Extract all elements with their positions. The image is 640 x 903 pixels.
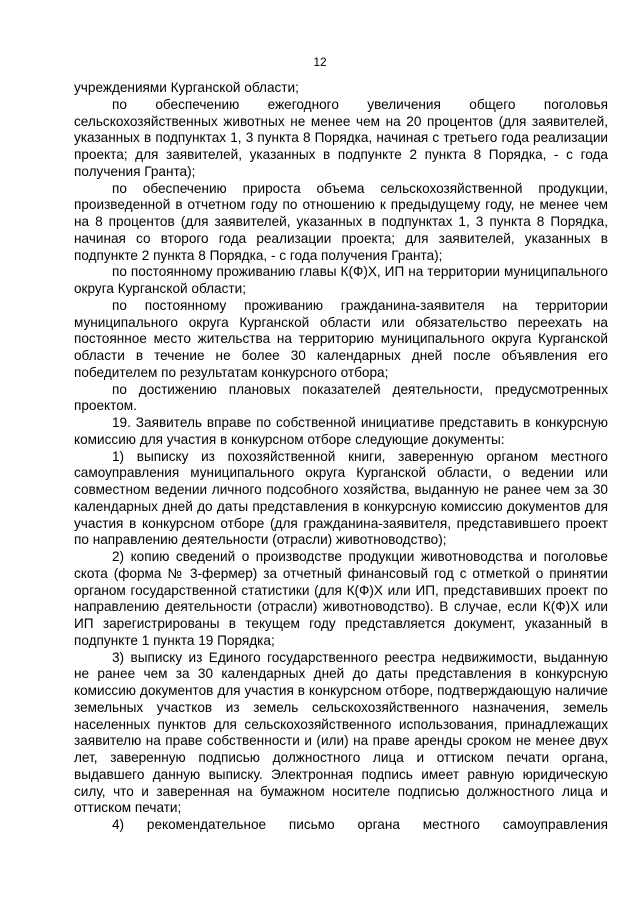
paragraph: по обеспечению ежегодного увеличения общего поголовья сельскохозяйственных животных не менее чем на 20 процентов (для заявителей, указанных в подпунктах 1, 3 пункта 8 Порядка, начиная с третьего года реализации проекта; для заявителей, указанных в подпункте 2 пункта 8 Порядка, - с года получения Гранта); <box>74 96 608 179</box>
paragraph: по постоянному проживанию гражданина-заявителя на территории муниципального округа Курганской области или обязательство переехать на постоянное место жительства на территорию муниципального округа Курганской области в течение не более 30 календарных дней после объявления его победителем по результатам конкурсного отбора; <box>74 297 608 380</box>
paragraph: 2) копию сведений о производстве продукции животноводства и поголовье скота (форма № 3-фермер) за отчетный финансовый год с отметкой о принятии органом государственной статистики (для К(Ф)Х или ИП, представивших проект по направлению деятельности (отрасли) животноводство). В случае, если К(Ф)Х или ИП зарегистрированы в текущем году представляется документ, указанный в подпункте 1 пункта 19 Порядка; <box>74 549 608 648</box>
paragraph: учреждениями Курганской области; <box>74 80 299 95</box>
paragraph: по обеспечению прироста объема сельскохозяйственной продукции, произведенной в отчетном году по отношению к предыдущему году, не менее чем на 8 процентов (для заявителей, указанных в подпунктах 1, 3 пункта 8 Порядка, начиная со второго года реализации проекта; для заявителей, указанных в подпункте 2 пункта 8 Порядка, - с года получения Гранта); <box>74 180 608 263</box>
paragraph: по достижению плановых показателей деятельности, предусмотренных проектом. <box>74 381 608 414</box>
paragraph: по постоянному проживанию главы К(Ф)Х, ИП на территории муниципального округа Курганской области; <box>74 264 608 296</box>
paragraph: 4) рекомендательное письмо органа местного самоуправления <box>112 817 608 832</box>
paragraph: 19. Заявитель вправе по собственной инициативе представить в конкурсную комиссию для участия в конкурсном отборе следующие документы: <box>74 415 608 447</box>
paragraph: 3) выписку из Единого государственного реестра недвижимости, выданную не ранее чем за 30 календарных дней до даты представления в конкурсную комиссию документов для участия в конкурсном отборе, подтверждающую наличие земельных участков из земель сельскохозяйственного назначения, земель населенных пунктов для сельскохозяйственного использования, принадлежащих заявителю на праве собственности и (или) на праве аренды сроком не менее двух лет, заверенную подписью должностного лица и оттиском печати органа, выдавшего данную выписку. Электронная подпись имеет равную юридическую силу, что и заверенная на бумажном носителе подписью должностного лица и оттиском печати; <box>74 649 608 816</box>
paragraph: 1) выписку из похозяйственной книги, заверенную органом местного самоуправления муниципального округа Курганской области, о ведении или совместном ведении личного подсобного хозяйства, выданную не ранее чем за 30 календарных дней до даты представления в конкурсную комиссию документов для участия в конкурсном отборе (для гражданина-заявителя, представившего проект по направлению деятельности (отрасли) животноводство); <box>74 448 608 548</box>
document-body <box>74 80 608 834</box>
page-number: 12 <box>313 55 327 69</box>
